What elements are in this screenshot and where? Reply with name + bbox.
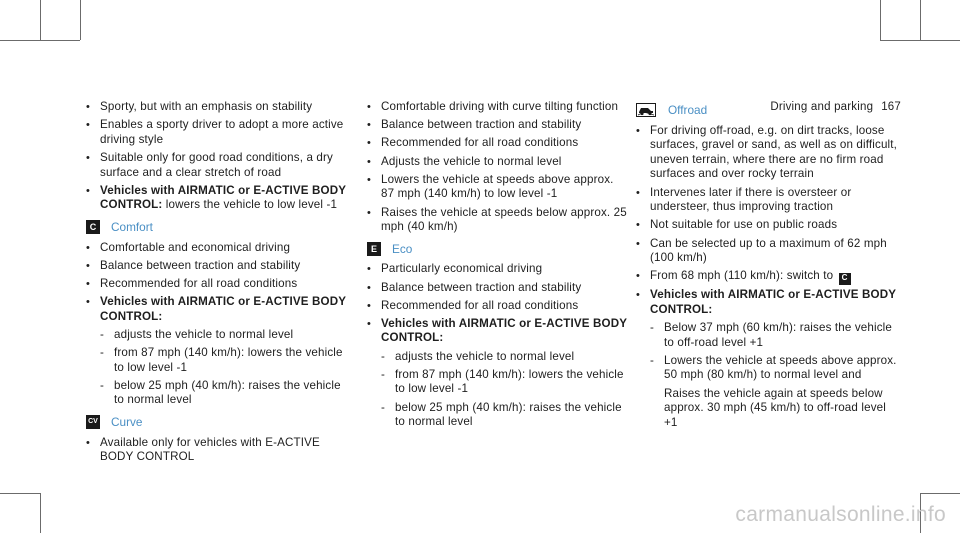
list-item: • Not suitable for use on public roads — [636, 218, 838, 232]
list-item: • Balance between traction and stability — [86, 258, 301, 272]
list-item: • Can be selected up to a maximum of 62 mph (100 km/h) — [636, 236, 887, 265]
sub-item: - Below 37 mph (60 km/h): raises the vehicle to off-road level +1 — [650, 320, 892, 349]
curve-mode-icon: CV — [86, 415, 100, 429]
watermark: carmanualsonline.info — [735, 503, 946, 526]
sub-item: - Lowers the vehicle at speeds above approx. 50 mph (80 km/h) to normal level and — [650, 353, 897, 382]
list-item: • Enables a sporty driver to adopt a more active driving style — [86, 118, 344, 146]
sub-item: - adjusts the vehicle to normal level — [100, 327, 294, 341]
list-item: • Intervenes later if there is oversteer or understeer, thus improving traction — [636, 185, 852, 214]
list-item: • Available only for vehicles with E-ACTIVE BODY CONTROL — [86, 435, 320, 464]
mode-heading-offroad — [636, 103, 898, 118]
offroad-vehicle-icon — [636, 103, 656, 117]
eco-mode-icon: E — [367, 242, 381, 256]
crop-mark — [0, 493, 40, 494]
column-1 — [86, 100, 348, 468]
crop-mark — [920, 0, 921, 40]
list-item: • Balance between traction and stability — [367, 280, 582, 294]
crop-mark — [40, 493, 41, 533]
list-item: • Vehicles with AIRMATIC or E-ACTIVE BODY CONTROL: — [636, 288, 896, 316]
list-item: • For driving off-road, e.g. on dirt tracks, loose surfaces, gravel or sand, as well as on difficult, uneven terrain, where there are no firm road surfaces and over rocky terrain — [636, 123, 898, 181]
crop-mark — [920, 493, 960, 494]
list-item: • Vehicles with AIRMATIC or E-ACTIVE BODY CONTROL: — [367, 316, 627, 345]
crop-mark — [880, 40, 960, 41]
crop-mark — [0, 40, 40, 41]
sub-item-continuation: Raises the vehicle again at speeds below approx. 30 mph (45 km/h) to off-road level +1 — [664, 386, 886, 429]
sub-item: - from 87 mph (140 km/h): lowers the vehicle to low level -1 — [100, 346, 343, 374]
sub-item: - adjusts the vehicle to normal level — [381, 349, 575, 363]
list-item: • Suitable only for good road conditions, a dry surface and a clear stretch of road — [86, 150, 333, 179]
section-title: Driving and parking — [770, 101, 874, 113]
column-3 — [636, 100, 898, 434]
list-item: • Vehicles with AIRMATIC or E-ACTIVE BODY CONTROL: lowers the vehicle to low level -1 — [86, 183, 346, 212]
crop-mark — [880, 0, 881, 40]
list-item: • Balance between traction and stability — [367, 118, 582, 132]
mode-label: Comfort — [111, 219, 153, 234]
list-item: • Adjusts the vehicle to normal level — [367, 154, 562, 168]
list-item: • Recommended for all road conditions — [367, 136, 579, 150]
mode-label: Curve — [111, 415, 143, 430]
list-item: • Recommended for all road conditions — [86, 276, 298, 290]
list-item: • Raises the vehicle at speeds below approx. 25 mph (40 km/h) — [367, 205, 627, 234]
comfort-mode-icon: C — [839, 273, 851, 285]
crop-mark — [40, 40, 80, 41]
sub-item: - below 25 mph (40 km/h): raises the vehicle to normal level — [381, 400, 622, 429]
mode-heading-eco — [367, 242, 629, 257]
column-2 — [367, 100, 629, 433]
mode-heading-curve — [86, 415, 348, 430]
list-item: • Vehicles with AIRMATIC or E-ACTIVE BODY CONTROL: — [86, 295, 346, 323]
mode-label: Offroad — [668, 103, 708, 117]
mode-heading-comfort — [86, 220, 348, 235]
crop-mark — [80, 0, 81, 40]
list-item: • Lowers the vehicle at speeds above approx. 87 mph (140 km/h) to low level -1 — [367, 172, 614, 201]
crop-mark — [40, 0, 41, 40]
list-item: • Recommended for all road conditions — [367, 298, 579, 312]
list-item: • Sporty, but with an emphasis on stability — [86, 100, 313, 113]
page-number: 167 — [881, 101, 901, 113]
sub-item: - from 87 mph (140 km/h): lowers the vehicle to low level -1 — [381, 367, 624, 396]
list-item: • Particularly economical driving — [367, 262, 543, 276]
comfort-mode-icon: C — [86, 220, 100, 234]
list-item: • Comfortable driving with curve tilting function — [367, 100, 619, 113]
list-item: • From 68 mph (110 km/h): switch to C — [636, 269, 898, 284]
mode-label: Eco — [392, 241, 413, 256]
sub-item: - below 25 mph (40 km/h): raises the vehicle to normal level — [100, 378, 341, 407]
list-item: • Comfortable and economical driving — [86, 240, 291, 254]
